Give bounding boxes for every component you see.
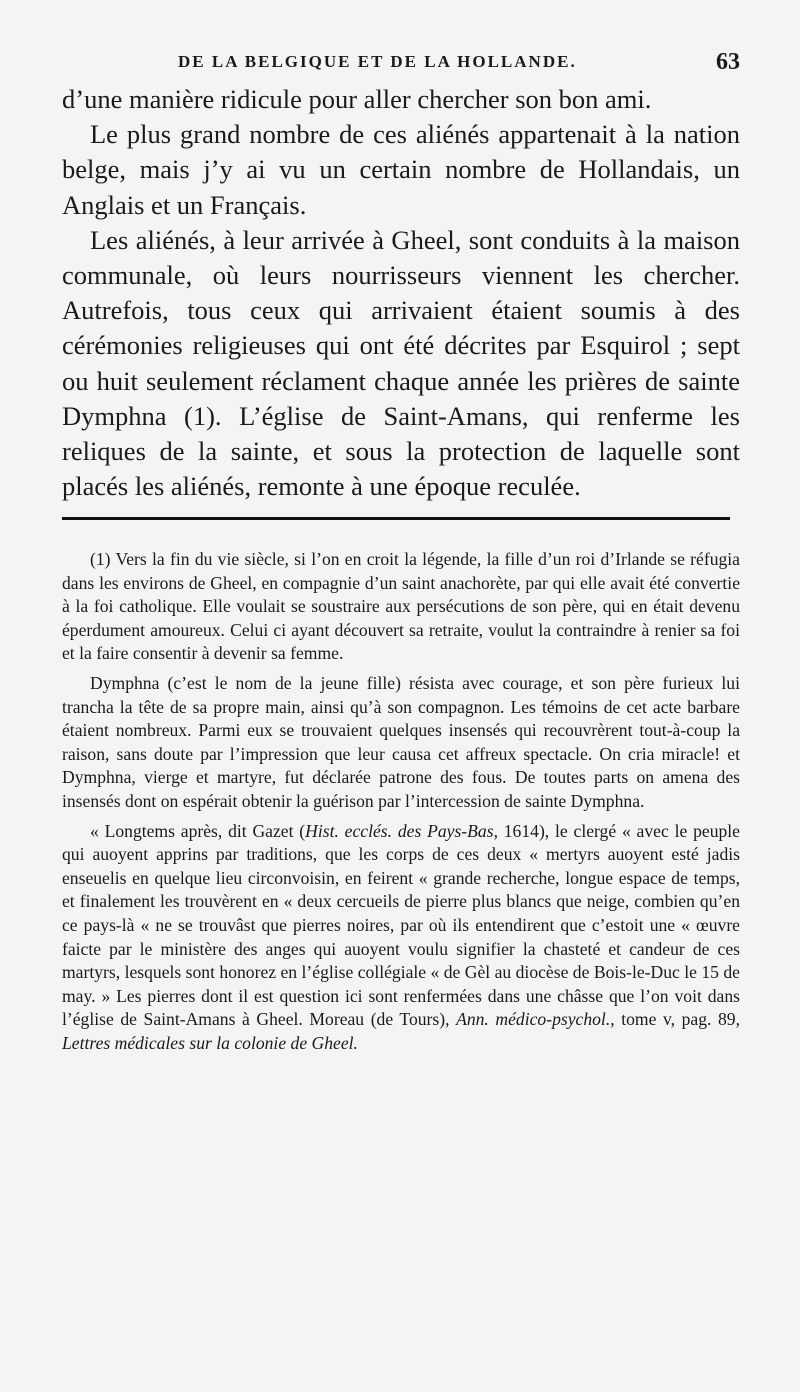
running-head: DE LA BELGIQUE ET DE LA HOLLANDE. [178, 52, 577, 71]
footnote-title-italic: Hist. ecclés. des Pays-Bas [305, 820, 494, 841]
footnote-text: , 1614), le clergé « avec le peuple qui auoyent apprins par traditions, que les corps de ces deux « mertyrs auoyent esté jadis enseuelis en quelque lieu circonvoisin, en feirent « grande recherche, longue espace de temps, et finalement les trouvèrent en « deux cercueils de pierre plus blancs que neige, combien qu’en ce pays-là « ne se trouvâst que pierres noires, par où ils entendirent que c’estoit une « œuvre faicte par le ministère des anges qui auoyent voulu signifier la chasteté et candeur de ces martyrs, lesquels sont honorez en l’église collégiale « de Gèl au diocèse de Bois-le-Duc le 15 de may. » Les pierres dont il est question ici sont renfermées dans une châsse que l’on voit dans l’église de Saint-Amans à Gheel. Moreau (de Tours), [62, 820, 740, 1030]
paragraph-1: d’une manière ridicule pour aller chercher son bon ami. [62, 84, 652, 114]
page-number: 63 [716, 48, 740, 75]
footnote-text: , tome v, pag. 89, [610, 1009, 740, 1030]
footnote-paragraph-1: (1) Vers la fin du vie siècle, si l’on en croit la légende, la fille d’un roi d’Irlande se réfugia dans les environs de Gheel, en compagnie d’un saint anachorète, par qui elle avait été convertie à la foi catholique. Elle voulait se soustraire aux persécutions de son père, qui en était devenu éperdument amoureux. Celui ci ayant découvert sa retraite, voulut la contraindre à renier sa foi et la faire consentir à devenir sa femme. [62, 549, 740, 664]
main-text [62, 82, 740, 504]
footnote-paragraph-2: Dymphna (c’est le nom de la jeune fille) résista avec courage, et son père furieux lui trancha la tête de sa propre main, ainsi qu’à son compagnon. Les témoins de cet acte barbare étaient nombreux. Parmi eux se trouvaient quelques insensés qui recouvrèrent tout-à-coup la raison, sans doute par l’impression que leur causa cet affreux spectacle. On cria miracle! et Dymphna, vierge et martyre, fut déclarée patrone des fous. De toutes parts on amena des insensés dont on espérait obtenir la guérison par l’intercession de sainte Dymphna. [62, 672, 740, 811]
paragraph-2: Le plus grand nombre de ces aliénés appartenait à la nation belge, mais j’y ai vu un certain nombre de Hollandais, un Anglais et un Français. [62, 119, 740, 220]
footnote-title-italic: Lettres médicales sur la colonie de Gheel. [62, 1032, 358, 1053]
footnotes [62, 548, 740, 1061]
footnote-text: « Longtems après, dit Gazet ( [90, 820, 306, 841]
footnote-title-italic: Ann. médico-psychol. [456, 1009, 611, 1030]
footnote-rule [62, 517, 730, 520]
footnote-paragraph-3 [62, 820, 740, 1056]
paragraph-3: Les aliénés, à leur arrivée à Gheel, sont conduits à la maison communale, où leurs nourrisseurs viennent les chercher. Autrefois, tous ceux qui arrivaient étaient soumis à des cérémonies religieuses qui ont été décrites par Esquirol ; sept ou huit seulement réclament chaque année les prières de sainte Dymphna (1). L’église de Saint-Amans, qui renferme les reliques de la sainte, et sous la protection de laquelle sont placés les aliénés, remonte à une époque reculée. [62, 224, 740, 502]
page-header [60, 44, 740, 80]
